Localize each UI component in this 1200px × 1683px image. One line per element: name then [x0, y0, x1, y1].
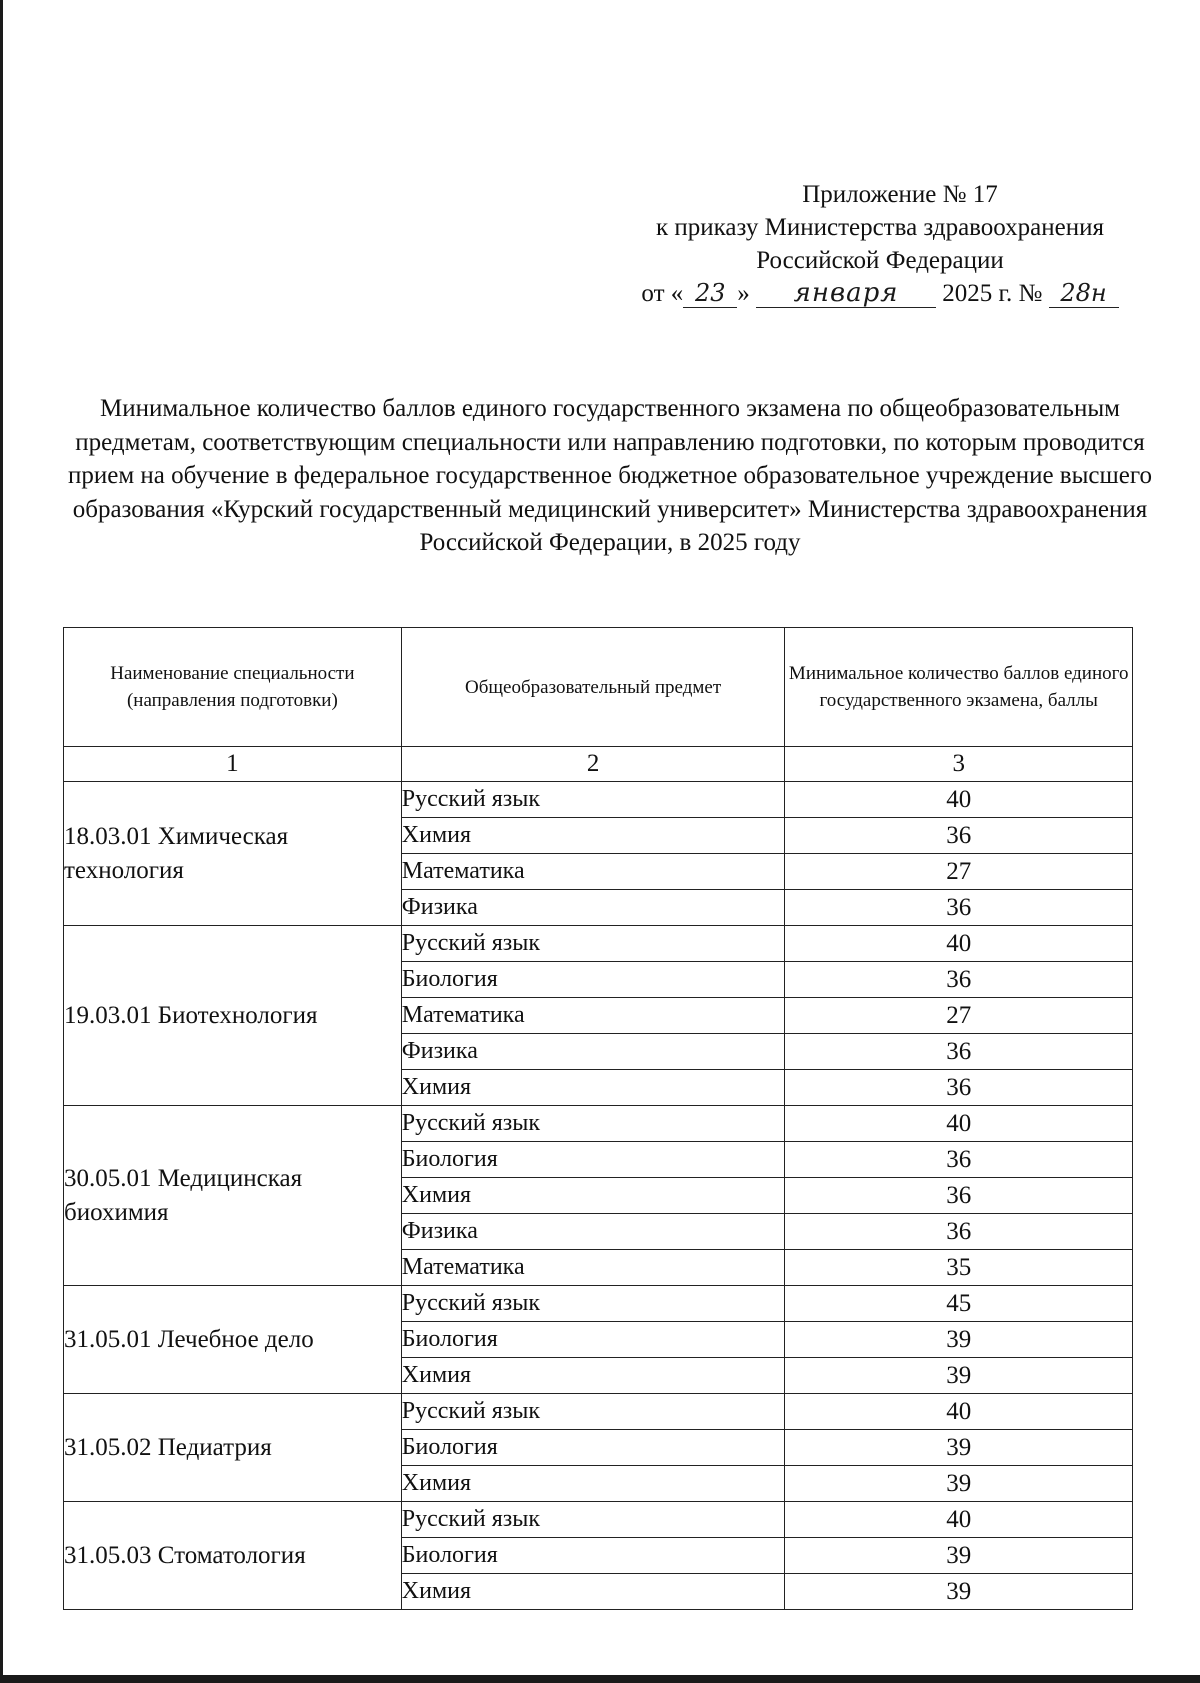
scan-edge-bottom	[0, 1675, 1200, 1683]
appendix-date-line	[600, 277, 1160, 313]
score-cell: 39	[785, 1322, 1133, 1358]
table-row	[64, 926, 1133, 962]
scores-table	[63, 627, 1133, 1610]
score-cell: 40	[785, 1106, 1133, 1142]
score-cell: 39	[785, 1466, 1133, 1502]
subject-cell: Биология	[401, 1142, 785, 1178]
subject-cell: Химия	[401, 1358, 785, 1394]
subject-cell: Русский язык	[401, 926, 785, 962]
score-cell: 35	[785, 1250, 1133, 1286]
specialty-cell: 30.05.01 Медицинская биохимия	[64, 1106, 402, 1286]
table-row	[64, 782, 1133, 818]
subject-cell: Русский язык	[401, 782, 785, 818]
subject-cell: Биология	[401, 1322, 785, 1358]
header-subject: Общеобразовательный предмет	[401, 628, 785, 747]
subject-cell: Биология	[401, 962, 785, 998]
score-cell: 36	[785, 962, 1133, 998]
subject-cell: Русский язык	[401, 1394, 785, 1430]
score-cell: 36	[785, 1214, 1133, 1250]
header-min-score: Минимальное количество баллов единого государственного экзамена, баллы	[785, 628, 1133, 747]
score-cell: 36	[785, 1070, 1133, 1106]
score-cell: 40	[785, 1502, 1133, 1538]
subject-cell: Химия	[401, 1178, 785, 1214]
document-title: Минимальное количество баллов единого государственного экзамена по общеобразовательным предметам, соответствующим специальности или направлению подготовки, по которым проводится прием на обучение в федеральное государственное бюджетное образовательное учреждение высшего образования «Курский государственный медицинский университет» Министерства здравоохранения Российской Федерации, в 2025 году	[68, 395, 1152, 556]
score-cell: 27	[785, 998, 1133, 1034]
handwritten-month: января	[756, 279, 936, 308]
score-cell: 39	[785, 1538, 1133, 1574]
table-index-row	[64, 747, 1133, 782]
handwritten-day: 23	[683, 279, 737, 308]
subject-cell: Русский язык	[401, 1106, 785, 1142]
date-mid: »	[737, 280, 750, 307]
handwritten-order-number: 28н	[1049, 279, 1119, 308]
subject-cell: Физика	[401, 1214, 785, 1250]
subject-cell: Физика	[401, 890, 785, 926]
score-cell: 40	[785, 782, 1133, 818]
appendix-federation: Российской Федерации	[756, 247, 1004, 274]
subject-cell: Химия	[401, 1574, 785, 1610]
score-cell: 36	[785, 1178, 1133, 1214]
index-cell: 2	[401, 747, 785, 782]
specialty-cell: 31.05.01 Лечебное дело	[64, 1286, 402, 1394]
subject-cell: Математика	[401, 998, 785, 1034]
score-cell: 39	[785, 1358, 1133, 1394]
specialty-cell: 31.05.02 Педиатрия	[64, 1394, 402, 1502]
score-cell: 36	[785, 1142, 1133, 1178]
score-cell: 36	[785, 818, 1133, 854]
table-row	[64, 1106, 1133, 1142]
subject-cell: Математика	[401, 1250, 785, 1286]
subject-cell: Химия	[401, 818, 785, 854]
table-header-row	[64, 628, 1133, 747]
date-year: 2025 г. №	[942, 280, 1043, 307]
table-body	[64, 782, 1133, 1610]
score-cell: 40	[785, 1394, 1133, 1430]
subject-cell: Физика	[401, 1034, 785, 1070]
score-cell: 39	[785, 1430, 1133, 1466]
specialty-cell: 19.03.01 Биотехнология	[64, 926, 402, 1106]
index-cell: 1	[64, 747, 402, 782]
score-cell: 36	[785, 890, 1133, 926]
specialty-cell: 18.03.01 Химическая технология	[64, 782, 402, 926]
appendix-header	[600, 178, 1160, 313]
table-row	[64, 1394, 1133, 1430]
subject-cell: Химия	[401, 1070, 785, 1106]
score-cell: 39	[785, 1574, 1133, 1610]
appendix-number: Приложение № 17	[802, 181, 998, 208]
subject-cell: Математика	[401, 854, 785, 890]
score-cell: 45	[785, 1286, 1133, 1322]
appendix-order-ref: к приказу Министерства здравоохранения	[655, 214, 1105, 241]
subject-cell: Русский язык	[401, 1502, 785, 1538]
subject-cell: Биология	[401, 1430, 785, 1466]
score-cell: 27	[785, 854, 1133, 890]
score-cell: 40	[785, 926, 1133, 962]
table-row	[64, 1286, 1133, 1322]
table-row	[64, 1502, 1133, 1538]
subject-cell: Биология	[401, 1538, 785, 1574]
header-specialty: Наименование специальности (направления подготовки)	[64, 628, 402, 747]
specialty-cell: 31.05.03 Стоматология	[64, 1502, 402, 1610]
score-cell: 36	[785, 1034, 1133, 1070]
subject-cell: Химия	[401, 1466, 785, 1502]
date-prefix: от «	[641, 280, 684, 307]
subject-cell: Русский язык	[401, 1286, 785, 1322]
index-cell: 3	[785, 747, 1133, 782]
scan-edge-left	[0, 0, 3, 1683]
